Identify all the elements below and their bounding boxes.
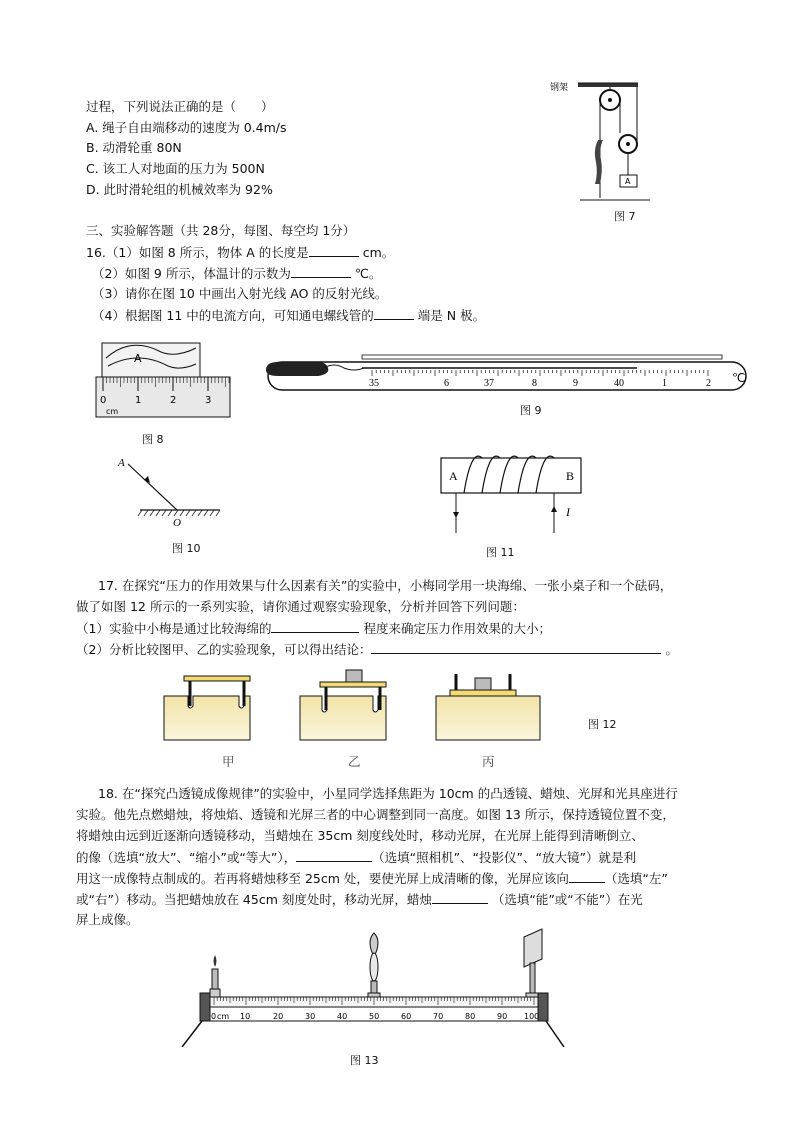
figure-8-ruler xyxy=(94,340,234,422)
q18-line-2: 实验。他先点燃蜡烛，将烛焰、透镜和光屏三者的中心调整到同一高度。如图 13 所示，保持透镜位置不变， xyxy=(76,807,675,822)
q18-line-3: 将蜡烛由远到近逐渐向透镜移动，当蜡烛在 35cm 刻度线处时，移动光屏，在光屏上能得到清晰倒立、 xyxy=(76,828,644,843)
figure-13-optical-bench xyxy=(180,925,570,1047)
fig9-scale-2: 2 xyxy=(706,378,711,389)
q15-option-b: B. 动滑轮重 80N xyxy=(86,140,182,155)
q16-line-2: （2）如图 9 所示，体温计的示数为 ℃。 xyxy=(92,266,382,281)
fig8-object-label: A xyxy=(134,352,142,365)
fig10-label-o: O xyxy=(173,517,181,529)
fig9-scale-1: 1 xyxy=(662,378,667,389)
fig8-tick-1: 1 xyxy=(135,395,142,406)
fig7-support-label: 钢架 xyxy=(550,83,569,93)
fig13-tick-70: 70 xyxy=(433,1012,444,1021)
fig13-tick-80: 80 xyxy=(465,1012,476,1021)
figure-12-sponge xyxy=(160,668,560,744)
section-3-title: 三、实验解答题（共 28分，每图、每空均 1分） xyxy=(86,223,356,238)
fig8-tick-2: 2 xyxy=(170,395,177,406)
figure-7-pulley xyxy=(540,78,670,208)
q18-line-5: 用这一成像特点制成的。若再将蜡烛移至 25cm 处，要使光屏上成清晰的像，光屏应该向 （选填“左” xyxy=(76,871,668,886)
fig13-tick-20: 20 xyxy=(273,1012,284,1021)
fig7-block-label: A xyxy=(625,177,631,186)
fig13-tick-40: 40 xyxy=(337,1012,348,1021)
q17-line-2: 做了如图 12 所示的一系列实验，请你通过观察实验现象，分析并回答下列问题： xyxy=(76,599,525,614)
q18-line-1: 18. 在“探究凸透镜成像规律”的实验中，小星同学选择焦距为 10cm 的凸透镜、蜡烛、光屏和光具座进行 xyxy=(98,786,678,801)
q17-sub-2: （2）分析比较图甲、乙的实验现象，可以得出结论： 。 xyxy=(76,642,678,657)
q17-sub-1: （1）实验中小梅是通过比较海绵的 程度来确定压力作用效果的大小； xyxy=(76,621,551,636)
q18-line-4: 的像（选填“放大”、“缩小”或“等大”）， （选填“照相机”、“投影仪”、“放大镜”）就是利 xyxy=(76,850,636,865)
q15-option-d: D. 此时滑轮组的机械效率为 92% xyxy=(86,182,273,197)
q18-line-6: 或“右”）移动。当把蜡烛放在 45cm 刻度处时，移动光屏，蜡烛 （选填“能”或“不能”）在光 xyxy=(76,892,643,907)
figure-9-thermometer xyxy=(262,346,762,394)
fig9-scale-40: 40 xyxy=(614,378,624,389)
fig13-tick-60: 60 xyxy=(401,1012,412,1021)
q15-option-a: A. 绳子自由端移动的速度为 0.4m/s xyxy=(86,120,287,135)
fig12-caption: 图 12 xyxy=(588,718,617,731)
fig10-label-a: A xyxy=(118,457,125,469)
fig9-scale-35: 35 xyxy=(369,378,379,389)
fig13-caption: 图 13 xyxy=(350,1054,379,1067)
figure-11-solenoid xyxy=(426,448,596,538)
q16-line-4: （4）根据图 11 中的电流方向，可知通电螺线管的 端是 N 极。 xyxy=(92,308,486,323)
fig10-caption: 图 10 xyxy=(172,542,201,555)
fig9-scale-8: 8 xyxy=(532,378,537,389)
fig11-label-b: B xyxy=(566,469,575,483)
fig8-tick-3: 3 xyxy=(205,395,212,406)
fig12-label-bing: 丙 xyxy=(482,754,495,769)
fig12-label-yi: 乙 xyxy=(348,754,361,769)
fig11-caption: 图 11 xyxy=(486,546,515,559)
fig13-tick-unit: cm xyxy=(217,1012,230,1021)
q16-line-1: 16.（1）如图 8 所示，物体 A 的长度是 cm。 xyxy=(86,245,395,260)
fig11-label-i: I xyxy=(566,505,570,519)
fig13-tick-90: 90 xyxy=(497,1012,508,1021)
fig9-scale-9: 9 xyxy=(573,378,578,389)
fig8-unit: cm xyxy=(106,407,119,416)
q18-line-7: 屏上成像。 xyxy=(76,912,139,927)
fig13-tick-10: 10 xyxy=(240,1012,251,1021)
fig7-caption: 图 7 xyxy=(614,210,636,223)
fig13-tick-0: 0 xyxy=(211,1012,217,1021)
fig9-unit: ℃ xyxy=(732,371,746,385)
fig9-scale-6: 6 xyxy=(444,378,449,389)
figure-10-reflection xyxy=(110,450,225,530)
fig12-label-jia: 甲 xyxy=(222,754,235,769)
q16-line-3: （3）请你在图 10 中画出入射光线 AO 的反射光线。 xyxy=(92,286,388,301)
fig8-caption: 图 8 xyxy=(142,433,164,446)
fig13-tick-50: 50 xyxy=(369,1012,380,1021)
fig11-label-a: A xyxy=(449,469,458,483)
fig9-scale-37: 37 xyxy=(484,378,494,389)
q15-option-c: C. 该工人对地面的压力为 500N xyxy=(86,161,265,176)
fig13-tick-100: 100 xyxy=(524,1012,540,1021)
q15-stem-end: 过程，下列说法正确的是（ ） xyxy=(86,99,274,114)
fig8-tick-0: 0 xyxy=(100,395,107,406)
fig9-caption: 图 9 xyxy=(520,404,542,417)
q17-line-1: 17. 在探究“压力的作用效果与什么因素有关”的实验中，小梅同学用一块海绵、一张小桌子和一个砝码， xyxy=(98,578,673,593)
fig13-tick-30: 30 xyxy=(305,1012,316,1021)
